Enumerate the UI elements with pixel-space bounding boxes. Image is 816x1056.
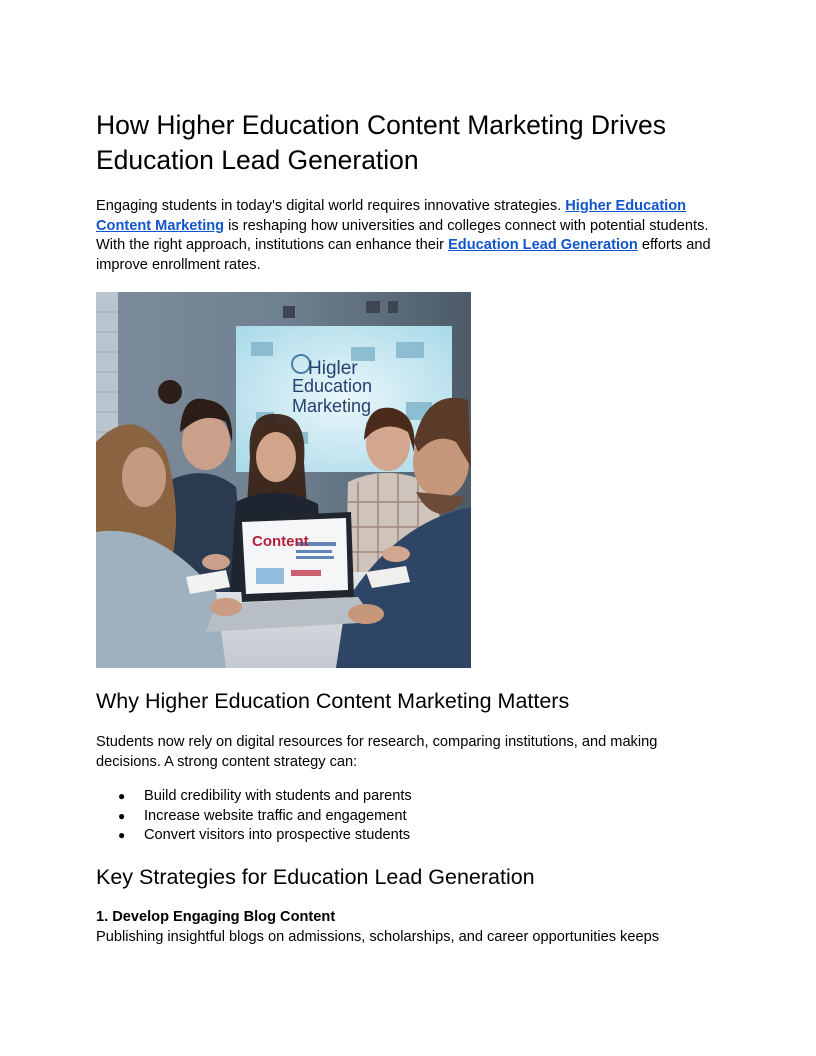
subheading-blog-content: 1. Develop Engaging Blog Content bbox=[96, 909, 336, 925]
higher-education-content-marketing-link[interactable]: Higher Education Content Marketing bbox=[96, 198, 687, 234]
intro-text-3: efforts and improve enrollment rates. bbox=[96, 237, 711, 273]
bullet-icon: ● bbox=[118, 828, 126, 842]
education-lead-generation-link[interactable]: Education Lead Generation bbox=[448, 237, 638, 253]
intro-text-1: Engaging students in today's digital world requires innovative strategies. bbox=[96, 198, 566, 214]
section-heading-key-strategies: Key Strategies for Education Lead Generation bbox=[96, 865, 535, 889]
screen-text-line1: Higler bbox=[308, 358, 358, 379]
section2-paragraph: Publishing insightful blogs on admissions, scholarships, and career opportunities keeps bbox=[96, 929, 659, 945]
section-heading-why-matters: Why Higher Education Content Marketing Matters bbox=[96, 689, 570, 713]
benefits-list bbox=[96, 787, 412, 846]
list-item bbox=[96, 807, 412, 827]
intro-text-2: is reshaping how universities and colleges connect with potential students. With the right approach, institutions can enhance their bbox=[96, 217, 709, 253]
list-item-text: Convert visitors into prospective students bbox=[144, 827, 411, 843]
laptop-screen-text: Content bbox=[252, 533, 309, 550]
list-item bbox=[96, 787, 412, 807]
list-item-text: Build credibility with students and parents bbox=[144, 788, 412, 804]
list-item bbox=[96, 826, 412, 846]
page-title: How Higher Education Content Marketing Drives Education Lead Generation bbox=[96, 110, 667, 175]
bullet-icon: ● bbox=[118, 789, 126, 803]
screen-text-line3: Marketing bbox=[292, 396, 372, 416]
list-item-text: Increase website traffic and engagement bbox=[144, 807, 407, 824]
screen-text-line2: Education bbox=[292, 376, 373, 396]
section1-paragraph: Students now rely on digital resources for research, comparing institutions, and making decisions. A strong content strategy can: bbox=[96, 734, 658, 770]
meeting-photo bbox=[96, 292, 471, 668]
intro-paragraph bbox=[96, 197, 724, 275]
bullet-icon: ● bbox=[118, 808, 126, 823]
